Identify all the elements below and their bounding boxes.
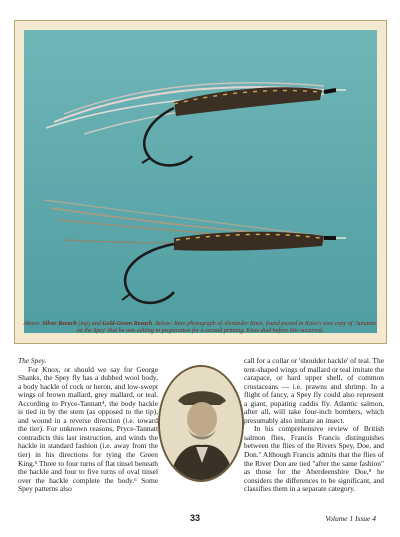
section-heading: The Spey. bbox=[18, 356, 47, 365]
gold-green-reeach-fly bbox=[44, 200, 346, 303]
caption-text: . Below: Rare photograph of Alexander Knox, found pasted in Knox's own copy of 'Autumns on the Spey' that he was editing in preparation for a second printing. Knox died before this occurred. bbox=[76, 321, 377, 335]
salmon-flies-photo bbox=[24, 30, 377, 333]
right-paragraph-1: call for a collar or 'shoulder hackle' of teal. The tent-shaped wings of mallard or teal imitate the carapace, or hard upper shell, of common crustaceans — i.e. prawns and shrimp. In a flight of fancy, a Spey fly could also represent a giant, pupating caddis fly. Atlantic salmon, after all, will take four-inch bombers, which presumably also imitate an insect. bbox=[244, 356, 384, 425]
caption-fly-name-1: Silver Reeach bbox=[42, 321, 77, 327]
right-paragraph-2: In his comprehensive review of British salmon flies, Francis Francis distinguishes between the flies of the Rivers Spey, Doe, and Don.⁷ Although Francis admits that the flies of the River Don are tied "after the same fashion" as those for the Aberdeenshire Doe,⁸ he considers the differences to be significant, and classifies them in a separate category. bbox=[244, 424, 384, 494]
knox-portrait bbox=[158, 365, 244, 482]
issue-label: Volume 1 Issue 4 bbox=[325, 514, 376, 523]
caption-lead: Above: bbox=[23, 321, 43, 327]
page-number: 33 bbox=[190, 513, 201, 523]
caption-connector: (top) and bbox=[76, 321, 103, 327]
left-paragraph: For Knox, or should we say for George Shanks, the Spey fly has a dubbed wool body, a body hackle of cock or heron, and low-swept wings of brown mallard, grey mallard, or teal. According to Pryce-Tannatt⁴, the body hackle is tied in by the stem (as opposed to the tip), and wound in a reverse direction (i.e. toward the tier). For unknown reasons, Pryce-Tannatt contradicts this last instruction, and winds the hackle in standard fashion (i.e. away from the tier) in his directions for tying the Green King.⁵ Three to four turns of flat tinsel beneath the hackle and four to five turns of oval tinsel over the hackle complete the body.⁶ Some Spey patterns also bbox=[18, 364, 158, 494]
caption-fly-name-2: Gold-Green Reeach bbox=[102, 321, 153, 327]
fly-photo-frame bbox=[14, 20, 387, 344]
portrait-illustration bbox=[160, 367, 242, 480]
right-column bbox=[244, 357, 384, 494]
silver-reeach-fly bbox=[46, 83, 346, 166]
left-column bbox=[18, 357, 158, 494]
photo-caption bbox=[22, 321, 378, 336]
salmon-flies-illustration bbox=[24, 30, 377, 333]
